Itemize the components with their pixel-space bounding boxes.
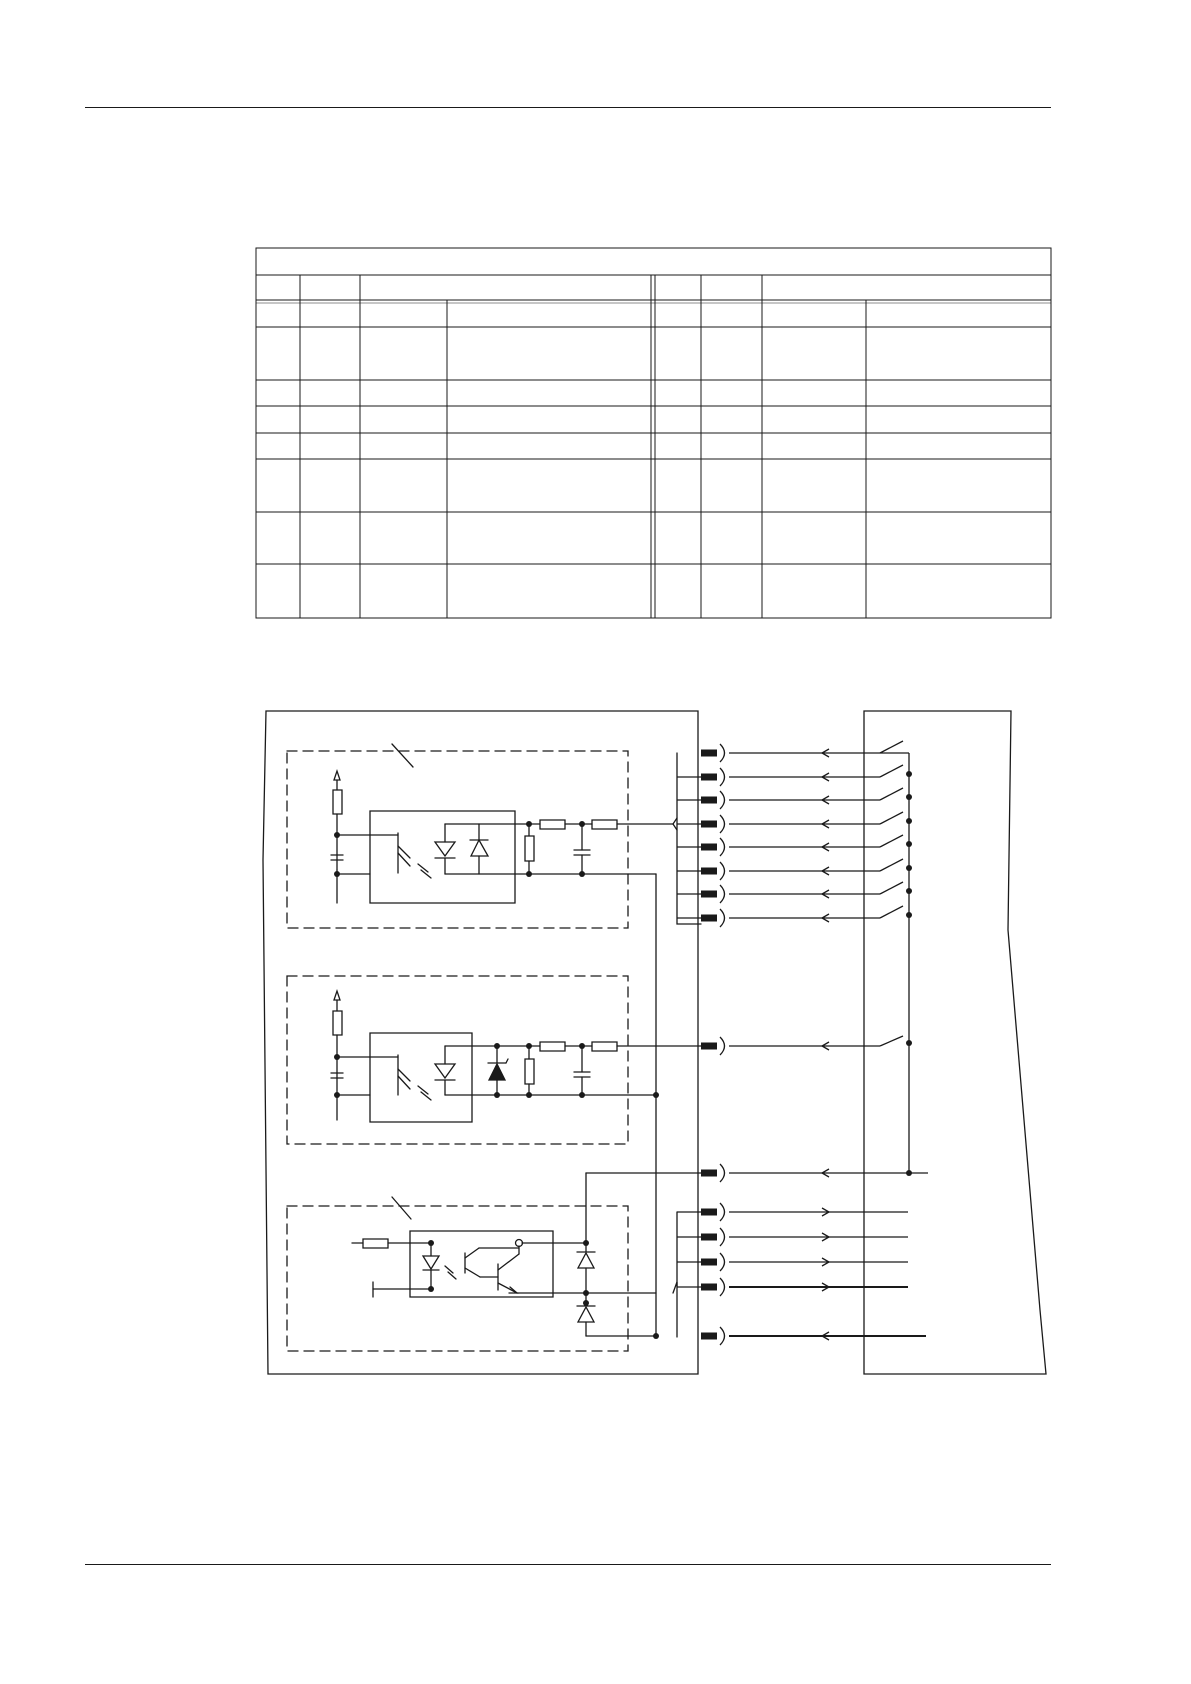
- connector-socket: [720, 909, 725, 927]
- output-module: [352, 1173, 656, 1336]
- bus-slash-marker: [392, 1197, 411, 1219]
- input-module-2: [331, 991, 701, 1122]
- connector-pin: [701, 797, 717, 804]
- connector-socket: [720, 791, 725, 809]
- connector-pin: [701, 1234, 717, 1241]
- series-resistor: [540, 820, 565, 829]
- connector-pin: [701, 844, 717, 851]
- junction-dots-3: [428, 1240, 659, 1339]
- input-module-1: [331, 771, 673, 903]
- switch-contact: [880, 859, 903, 871]
- input-module-2-box: [287, 976, 628, 1144]
- switch-contact: [880, 788, 903, 800]
- connector-socket: [720, 1327, 725, 1345]
- connector-pin: [701, 915, 717, 922]
- external-device-outline: [864, 711, 1046, 1374]
- connector-socket: [720, 768, 725, 786]
- series-resistor: [540, 1042, 565, 1051]
- pullup-resistor: [333, 1011, 342, 1035]
- connector-pin: [701, 1170, 717, 1177]
- connector-pin: [701, 1284, 717, 1291]
- switch-contact: [880, 906, 903, 918]
- connector-socket: [720, 1228, 725, 1246]
- connector-socket: [720, 1203, 725, 1221]
- output-module-box: [287, 1206, 628, 1351]
- connector-pin: [701, 821, 717, 828]
- series-resistor: [592, 1042, 617, 1051]
- pullup-resistor: [333, 790, 342, 814]
- connector-socket: [720, 1037, 725, 1055]
- connector-pin: [701, 891, 717, 898]
- input-resistor: [363, 1239, 388, 1248]
- connector-pin: [701, 1043, 717, 1050]
- connector-socket: [720, 744, 725, 762]
- switch-contact: [880, 835, 903, 847]
- connector-pin: [701, 1209, 717, 1216]
- connector-pin: [701, 774, 717, 781]
- bus-slash-marker: [392, 744, 413, 767]
- junction-dot: [906, 1040, 912, 1046]
- connector-socket: [720, 815, 725, 833]
- series-resistor: [592, 820, 617, 829]
- switch-contact: [880, 765, 903, 777]
- junction-dot: [906, 1170, 912, 1176]
- connector-socket: [720, 838, 725, 856]
- connector-pin: [701, 750, 717, 757]
- switch-contact: [880, 741, 903, 753]
- connector-socket: [720, 885, 725, 903]
- optocoupler-1: [370, 811, 515, 903]
- connector-socket: [720, 1278, 725, 1296]
- connector-pin: [701, 1333, 717, 1340]
- connector-socket: [720, 862, 725, 880]
- switch-contact: [880, 882, 903, 894]
- output-bus: [673, 1282, 677, 1337]
- switch-contact: [880, 1036, 903, 1046]
- connector-socket: [720, 1164, 725, 1182]
- connector-socket: [720, 1253, 725, 1271]
- connector-pin: [701, 1259, 717, 1266]
- connector-pin: [701, 868, 717, 875]
- switch-contact: [880, 812, 903, 824]
